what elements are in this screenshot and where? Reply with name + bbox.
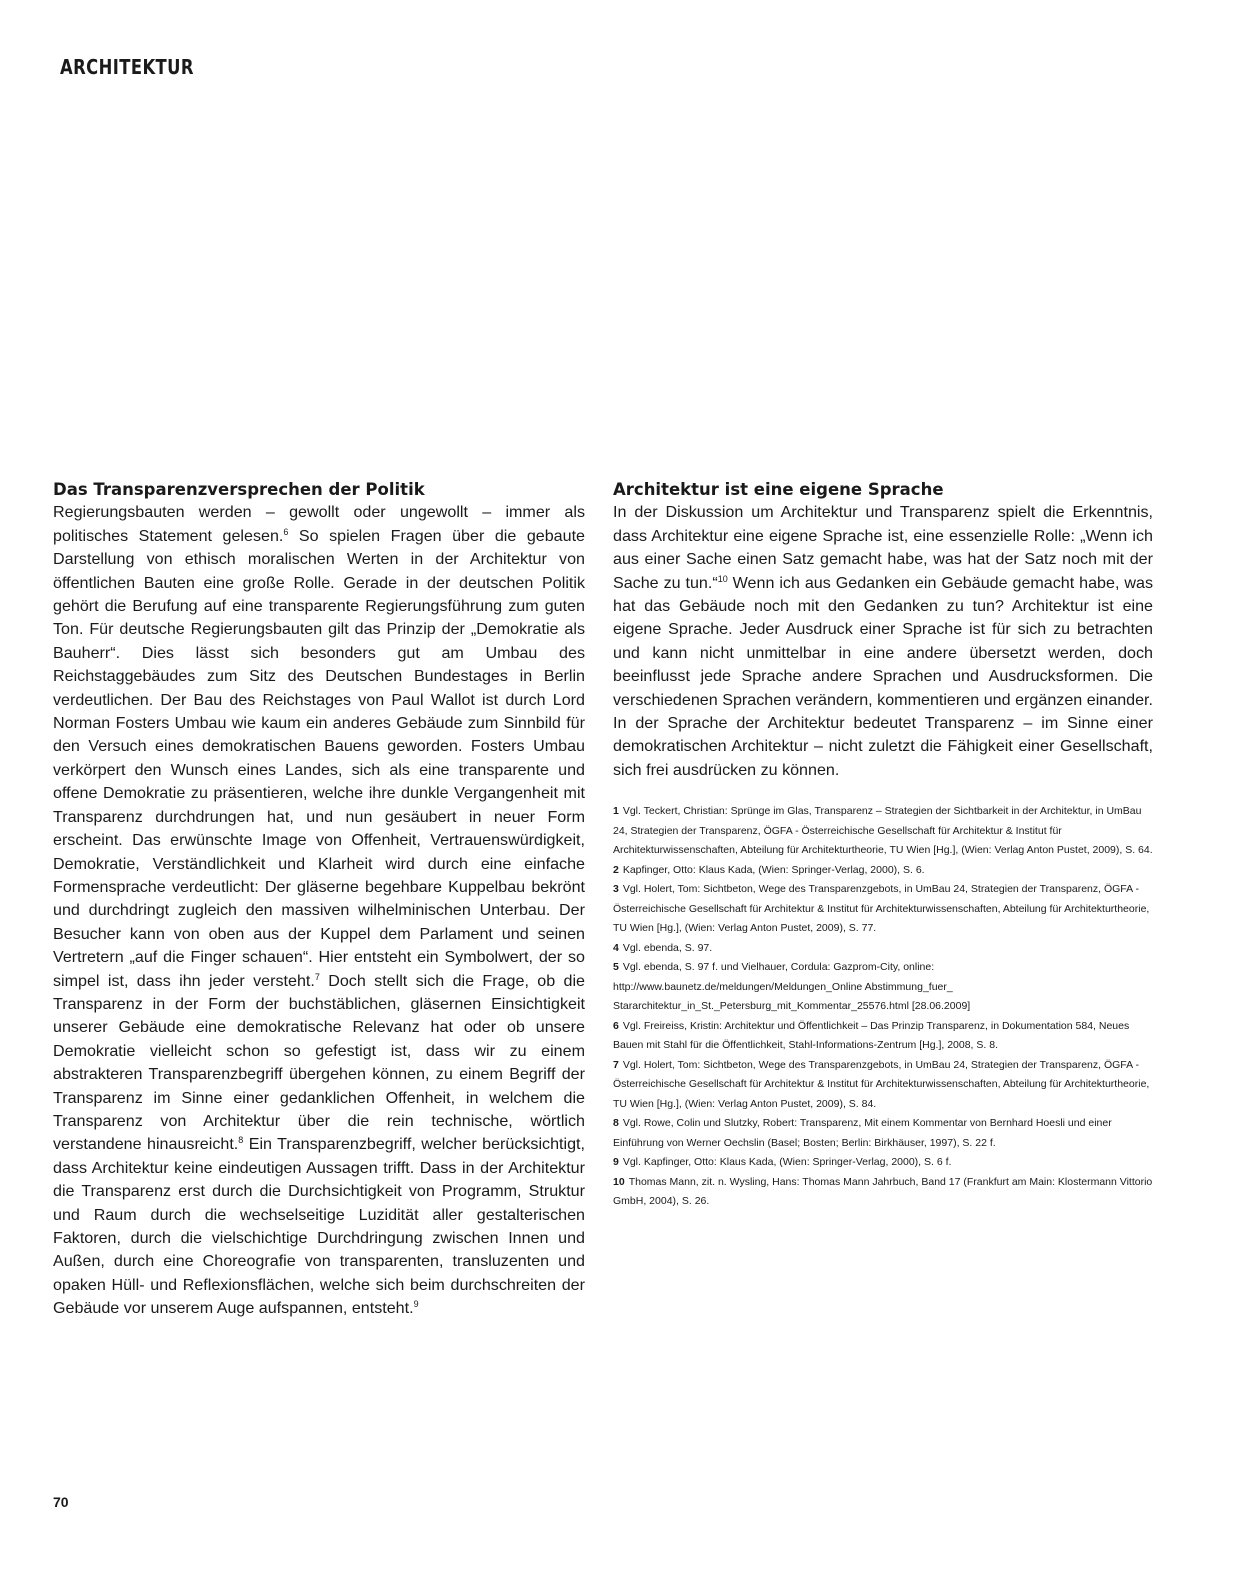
page-number: 70 [53,1494,69,1510]
text-run: So spielen Fragen über die gebaute Darstellung von ethisch moralischen Werten in der Architektur von öffentlichen Bauten eine große Rolle. Gerade in der deutschen Politik gehört die Berufung auf eine transparente Regierungsführung zum guten Ton. Für deutsche Regierungsbauten gilt das Prinzip der „Demokratie als Bauherr“. Dies lässt sich besonders gut am Umbau des Reichstaggebäudes zum Sitz des Deutschen Bundestages in Berlin verdeutlichen. Der Bau des Reichstages von Paul Wallot ist durch Lord Norman Fosters Umbau wie kaum ein anderes Gebäude zum Sinnbild für den Versuch eines demokratischen Bauens geworden. Fosters Umbau verkörpert den Wunsch eines Landes, sich als eine transparente und offene Demokratie zu präsentieren, welche ihre dunkle Vergangenheit mit Transparenz durchdrungen hat, und nun gesäubert in neuer Form erscheint. Das erwünschte Image von Offenheit, Vertrauenswürdigkeit, Demokratie, Verständlichkeit und Klarheit wird durch eine einfache Formensprache verdeutlicht: Der gläserne begehbare Kuppelbau bekrönt und durchdringt zugleich den massiven wilhelminischen Unterbau. Der Besucher kann von oben aus der Kuppel dem Parlament und seinen Vertretern „auf die Finger schauen“. Hier entsteht ein Symbolwert, der so simpel ist, dass ihn jeder versteht. [53,526,585,990]
footnote-item [613,880,1153,939]
footnote-number: 4 [613,941,619,954]
footnote-text: Thomas Mann, zit. n. Wysling, Hans: Thomas Mann Jahrbuch, Band 17 (Frankfurt am Main: Klostermann Vittorio GmbH, 2004), S. 26. [613,1175,1153,1208]
footnote-text: Kapfinger, Otto: Klaus Kada, (Wien: Springer-Verlag, 2000), S. 6. [622,863,925,876]
footnotes-list [613,802,1153,1212]
text-run: In der Diskussion um Architektur und Transparenz spielt die Erkenntnis, dass Architektur eine eigene Sprache ist, eine essenzielle Rolle: „Wenn ich aus einer Sache einen Satz gemacht habe, was hat der Satz noch mit der Sache zu tun.“ [613,503,1153,592]
text-run: Ein Transparenzbegriff, welcher berücksichtigt, dass Architektur keine eindeutigen Aussagen trifft. Dass in der Architektur die Transparenz erst durch die Durchsichtigkeit von Programm, Struktur und Raum durch die wechselseitige Luzidität aller gestalterischen Faktoren, durch die vielschichtige Durchdringung zwischen Innen und Außen, durch eine Choreografie von transparenten, transluzenten und opaken Hüll- und Reflexionsflächen, welche sich beim durchschreiten der Gebäude vor unserem Auge aufspannen, entsteht. [53,1135,585,1318]
footnote-text: Vgl. Kapfinger, Otto: Klaus Kada, (Wien: Springer-Verlag, 2000), S. 6 f. [622,1156,952,1169]
footnote-item [613,1056,1153,1115]
footnote-item [613,802,1153,861]
footnote-number: 5 [613,961,619,974]
footnote-item [613,939,1153,959]
footnote-ref-7[interactable]: 7 [314,971,320,982]
footnote-ref-6[interactable]: 6 [283,526,289,537]
footnote-ref-10[interactable]: 10 [717,573,728,584]
footnote-text: Vgl. Teckert, Christian: Sprünge im Glas, Transparenz – Strategien der Sichtbarkeit in der Architektur, in UmBau 24, Strategien der Transparenz, ÖGFA - Österreichische Gesellschaft für Architektur & Institut für Architekturwissenschaften, Abteilung für Architekturtheorie, TU Wien [Hg.], (Wien: Verlag Anton Pustet, 2009), S. 64. [613,805,1153,857]
footnote-ref-9[interactable]: 9 [413,1299,419,1310]
body-paragraph-language [613,501,1153,782]
footnote-number: 6 [613,1019,619,1032]
text-run: Doch stellt sich die Frage, ob die Transparenz in der Form der buchstäblichen, gläsernen Einsichtigkeit unserer Gebäude eine demokratische Relevanz hat oder ob unsere Demokratie vielleicht schon so gefestigt ist, dass wir zu einem abstrakteren Transparenzbegriff übergehen können, zu einem Begriff der Transparenz im Sinne einer gedanklichen Offenheit, in welchem die Transparenz von Architektur über die rein technische, wörtlich verstandene hinausreicht. [53,971,586,1154]
section-heading-language: Architektur ist eine eigene Sprache [613,480,944,499]
footnote-text: Vgl. Holert, Tom: Sichtbeton, Wege des Transparenzgebots, in UmBau 24, Strategien der Transparenz, ÖGFA - Österreichische Gesellschaft für Architektur & Institut für Architekturwissenschaften, Abteilung für Architekturtheorie, TU Wien [Hg.], (Wien: Verlag Anton Pustet, 2009), S. 77. [613,883,1150,935]
footnote-number: 10 [613,1175,625,1188]
footnote-number: 9 [613,1156,619,1169]
text-run: Wenn ich aus Gedanken ein Gebäude gemacht habe, was hat das Gebäude noch mit den Gedanken zu tun? Architektur ist eine eigene Sprache. Jeder Ausdruck einer Sprache ist für sich zu betrachten und kann nicht unmittelbar in eine andere übersetzt werden, doch beeinflusst jede Sprache andere Sprachen und Ausdrucksformen. Die verschiedenen Sprachen verändern, kommentieren und ergänzen einander. In der Sprache der Architektur bedeutet Transparenz – im Sinne einer demokratischen Architektur – nicht zuletzt die Fähigkeit einer Gesellschaft, sich frei ausdrücken zu können. [613,573,1153,779]
footnote-number: 8 [613,1117,619,1130]
footnote-text: Vgl. Freireiss, Kristin: Architektur und Öffentlichkeit – Das Prinzip Transparenz, in Dokumentation 584, Neues Bauen mit Stahl für die Öffentlichkeit, Stahl-Informations-Zentrum [Hg.], 2008, S. 8. [613,1019,1130,1052]
footnote-text: Vgl. Rowe, Colin und Slutzky, Robert: Transparenz, Mit einem Kommentar von Bernhard Hoesli und einer Einführung von Werner Oechslin (Basel; Bosten; Berlin: Birkhäuser, 1997), S. 22 f. [613,1117,1112,1149]
section-label: ARCHITEKTUR [60,55,194,79]
footnote-item [613,958,1153,1017]
footnote-number: 1 [613,805,619,818]
text-run: Regierungsbauten werden – gewollt oder ungewollt – immer als politisches Statement gelesen. [53,503,585,545]
footnote-item [613,1114,1153,1153]
body-paragraph-politics [53,501,585,1320]
footnote-text: Vgl. ebenda, S. 97 f. und Vielhauer, Cordula: Gazprom-City, online: http://www.baunetz.de/meldungen/Meldungen_Online Abstimmung_fuer_ Stararchitektur_in_St._Petersburg_mit_Kommentar_25576.html [28.06.2009] [613,961,971,1013]
section-heading-politics: Das Transparenzversprechen der Politik [53,480,425,499]
footnote-item [613,1017,1153,1056]
article-column-left [53,478,585,1321]
article-column-right [613,478,1153,1212]
footnote-ref-8[interactable]: 8 [238,1135,244,1146]
footnote-number: 7 [613,1058,619,1071]
footnote-number: 2 [613,863,619,876]
footnote-item [613,1153,1153,1173]
footnote-number: 3 [613,883,619,896]
footnote-item [613,861,1153,881]
footnote-text: Vgl. Holert, Tom: Sichtbeton, Wege des Transparenzgebots, in UmBau 24, Strategien der Transparenz, ÖGFA - Österreichische Gesellschaft für Architektur & Institut für Architekturwissenschaften, Abteilung für Architekturtheorie, TU Wien [Hg.], (Wien: Verlag Anton Pustet, 2009), S. 84. [613,1058,1150,1110]
footnote-text: Vgl. ebenda, S. 97. [622,941,713,954]
footnote-item [613,1173,1153,1212]
